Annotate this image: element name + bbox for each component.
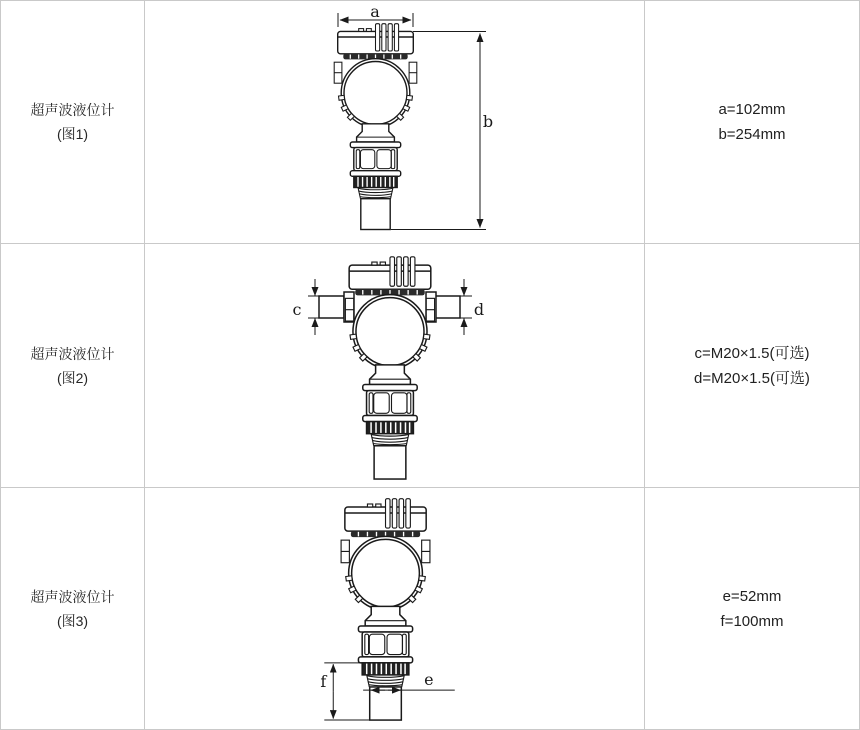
dim-e-value: e=52mm (722, 587, 782, 605)
dim-f-value: f=100mm (720, 612, 784, 630)
figure-number: (图2) (56, 369, 89, 386)
row2-label-cell (1, 244, 145, 488)
row2-figure-cell (145, 244, 645, 488)
level-meter-drawing (345, 257, 434, 479)
row3-label-cell (1, 488, 145, 729)
dim-b-value: b=254mm (718, 126, 786, 143)
figure2-drawing (145, 244, 644, 487)
row1-dims (718, 97, 785, 147)
dim-label-a: a (370, 2, 380, 21)
row1-dims-cell (645, 1, 859, 244)
row2-dims (694, 341, 810, 391)
dim-label-e: e (424, 670, 434, 690)
dim-label-d: d (473, 300, 485, 319)
product-name: 超声波液位计 (30, 345, 115, 362)
dim-label-c: c (292, 300, 302, 319)
figure1-drawing (145, 1, 644, 243)
row1-label (31, 98, 115, 146)
product-name: 超声波液位计 (30, 102, 115, 118)
row3-figure-cell (145, 488, 645, 729)
row2-label (31, 342, 115, 390)
dim-c-value: c=M20×1.5(可选) (694, 344, 810, 362)
figure-number: (图1) (56, 126, 89, 142)
dim-label-f: f (320, 672, 327, 692)
row1-label-cell (1, 1, 145, 244)
level-meter-drawing (334, 24, 417, 230)
row3-dims-cell (645, 488, 859, 729)
dim-d-value: d=M20×1.5(可选) (694, 369, 810, 387)
figure-number: (图3) (56, 612, 89, 629)
row1-figure-cell (145, 1, 645, 244)
dim-label-b: b (482, 112, 494, 131)
row3-label (31, 585, 115, 633)
product-name: 超声波液位计 (30, 588, 115, 605)
level-meter-drawing (341, 499, 430, 720)
row2-dims-cell (645, 244, 859, 488)
dim-a-value: a=102mm (718, 101, 786, 118)
row3-dims (721, 584, 784, 634)
figure3-drawing (145, 488, 644, 729)
